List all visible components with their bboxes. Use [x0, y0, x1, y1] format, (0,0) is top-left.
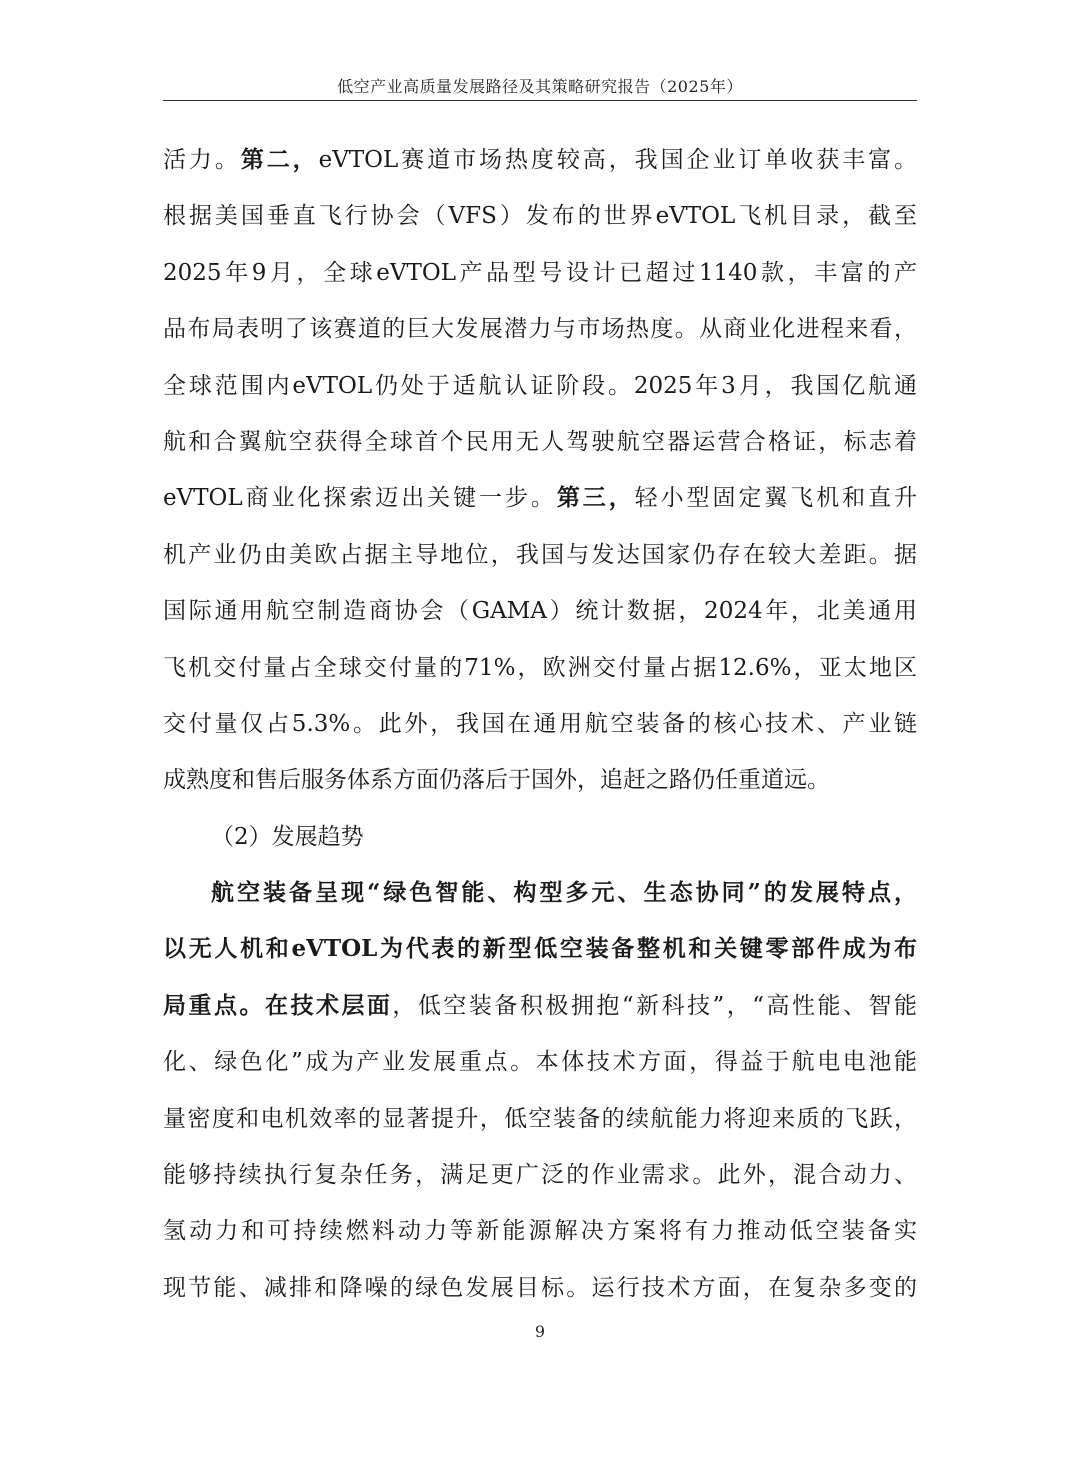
text-line-bold: 以无人机和eVTOL为代表的新型低空装备整机和关键零部件成为布	[163, 935, 917, 963]
page-body	[163, 132, 917, 1316]
text-line: 能够持续执行复杂任务，满足更广泛的作业需求。此外，混合动力、	[163, 1162, 917, 1189]
text-line: 航和合翼航空获得全球首个民用无人驾驶航空器运营合格证，标志着	[163, 428, 917, 455]
text-line: 飞机交付量占全球交付量的71%，欧洲交付量占据12.6%，亚太地区	[163, 654, 917, 681]
text-line: 机产业仍由美欧占据主导地位，我国与发达国家仍存在较大差距。据	[163, 541, 917, 568]
text-line: 化、绿色化”成为产业发展重点。本体技术方面，得益于航电电池能	[163, 1049, 917, 1076]
bold-marker-tech-level: 在技术层面	[264, 991, 393, 1019]
section-heading: （2）发展趋势	[211, 823, 364, 850]
text-line: 成熟度和售后服务体系方面仍落后于国外，追赶之路仍任重道远。	[163, 767, 830, 794]
text-line: 量密度和电机效率的显著提升，低空装备的续航能力将迎来质的飞跃，	[163, 1105, 917, 1132]
text-line: 国际通用航空制造商协会（GAMA）统计数据，2024年，北美通用	[163, 598, 917, 625]
text-line: 活力。第二，eVTOL赛道市场热度较高，我国企业订单收获丰富。	[163, 146, 917, 173]
text-line: 现节能、减排和降噪的绿色发展目标。运行技术方面，在复杂多变的	[163, 1274, 917, 1301]
text-line-bold: 航空装备呈现“绿色智能、构型多元、生态协同”的发展特点，	[211, 879, 917, 907]
paragraph-development-trend	[163, 865, 917, 1316]
bold-marker-third: 第三，	[556, 484, 635, 512]
page-number: 9	[534, 1322, 546, 1341]
text-line: 2025年9月，全球eVTOL产品型号设计已超过1140款，丰富的产	[163, 259, 917, 286]
text-line: eVTOL商业化探索迈出关键一步。第三，轻小型固定翼飞机和直升	[163, 484, 917, 512]
text-line: 交付量仅占5.3%。此外，我国在通用航空装备的核心技术、产业链	[163, 710, 917, 737]
text-line: 氢动力和可持续燃料动力等新能源解决方案将有力推动低空装备实	[163, 1218, 917, 1245]
header-divider	[163, 100, 917, 101]
text-line: 根据美国垂直飞行协会（VFS）发布的世界eVTOL飞机目录，截至	[163, 203, 917, 230]
paragraph-industry-status	[163, 132, 917, 809]
page-header-title: 低空产业高质量发展路径及其策略研究报告（2025年）	[337, 77, 743, 96]
text-line: 局重点。在技术层面，低空装备积极拥抱“新科技”，“高性能、智能	[163, 991, 917, 1019]
bold-marker-second: 第二，	[240, 146, 319, 173]
text-line: 品布局表明了该赛道的巨大发展潜力与市场热度。从商业化进程来看，	[163, 316, 917, 343]
text-line: 全球范围内eVTOL仍处于适航认证阶段。2025年3月，我国亿航通	[163, 372, 917, 399]
